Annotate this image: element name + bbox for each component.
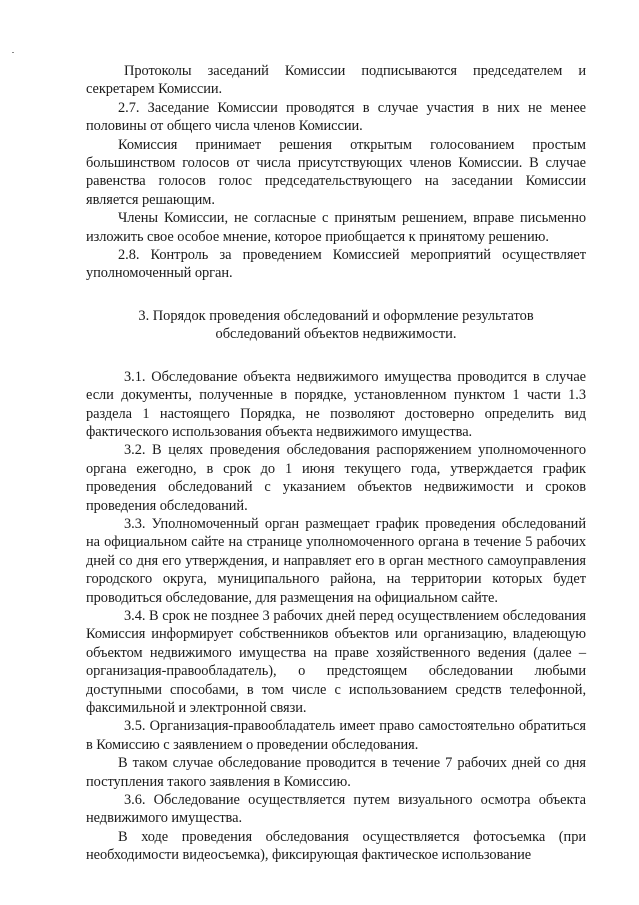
document-page	[86, 62, 586, 865]
paragraph: Члены Комиссии, не согласные с принятым решением, вправе письменно изложить свое особое мнение, которое приобщается к принятому решению.	[86, 210, 586, 245]
scan-speck	[12, 52, 14, 53]
section-heading: 3. Порядок проведения обследований и оформление результатов обследований объектов недвижимости.	[138, 307, 534, 343]
paragraph: Комиссия принимает решения открытым голосованием простым большинством голосов от числа присутствующих членов Комиссии. В случае равенства голосов голос председательствующего на заседании Комиссии является решающим.	[86, 136, 586, 208]
paragraph-3-3: 3.3. Уполномоченный орган размещает график проведения обследований на официальном сайте на странице уполномоченного органа в течение 5 рабочих дней со дня его утверждения, и направляет его в орган местного самоуправления городского округа, муниципального района, на территории которых будет проводиться обследование, для размещения на официальном сайте.	[86, 515, 586, 606]
paragraph: Протоколы заседаний Комиссии подписываются председателем и секретарем Комиссии.	[86, 63, 586, 98]
paragraph-2-8: 2.8. Контроль за проведением Комиссией мероприятий осуществляет уполномоченный орган.	[86, 247, 586, 282]
paragraph: В ходе проведения обследования осуществляется фотосъемка (при необходимости видеосъемка), фиксирующая фактическое использование	[86, 828, 586, 864]
paragraph-3-1: 3.1. Обследование объекта недвижимого имущества проводится в случае если документы, полученные в порядке, установленном пунктом 1 части 1.3 раздела 1 настоящего Порядка, не позволяют достоверно определить вид фактического использования объекта недвижимого имущества.	[86, 368, 586, 440]
paragraph-3-6: 3.6. Обследование осуществляется путем визуального осмотра объекта недвижимого имущества.	[86, 792, 586, 827]
paragraph-2-7: 2.7. Заседание Комиссии проводятся в случае участия в них не менее половины от общего числа членов Комиссии.	[86, 99, 586, 135]
paragraph-3-2: 3.2. В целях проведения обследования распоряжением уполномоченного органа ежегодно, в срок до 1 июня текущего года, утверждается график проведения обследований с указанием объектов недвижимости и сроков проведения обследований.	[86, 442, 586, 514]
paragraph: В таком случае обследование проводится в течение 7 рабочих дней со дня поступления такого заявления в Комиссию.	[86, 755, 586, 790]
paragraph-3-4: 3.4. В срок не позднее 3 рабочих дней перед осуществлением обследования Комиссия информирует собственников объектов или организацию, владеющую объектом недвижимого имущества на праве хозяйственного ведения (далее – организация-правообладатель), о предстоящем обследовании любыми доступными способами, в том числе с использованием средств телефонной, факсимильной и электронной связи.	[86, 607, 586, 716]
paragraph-3-5: 3.5. Организация-правообладатель имеет право самостоятельно обратиться в Комиссию с заявлением о проведении обследования.	[86, 718, 586, 753]
